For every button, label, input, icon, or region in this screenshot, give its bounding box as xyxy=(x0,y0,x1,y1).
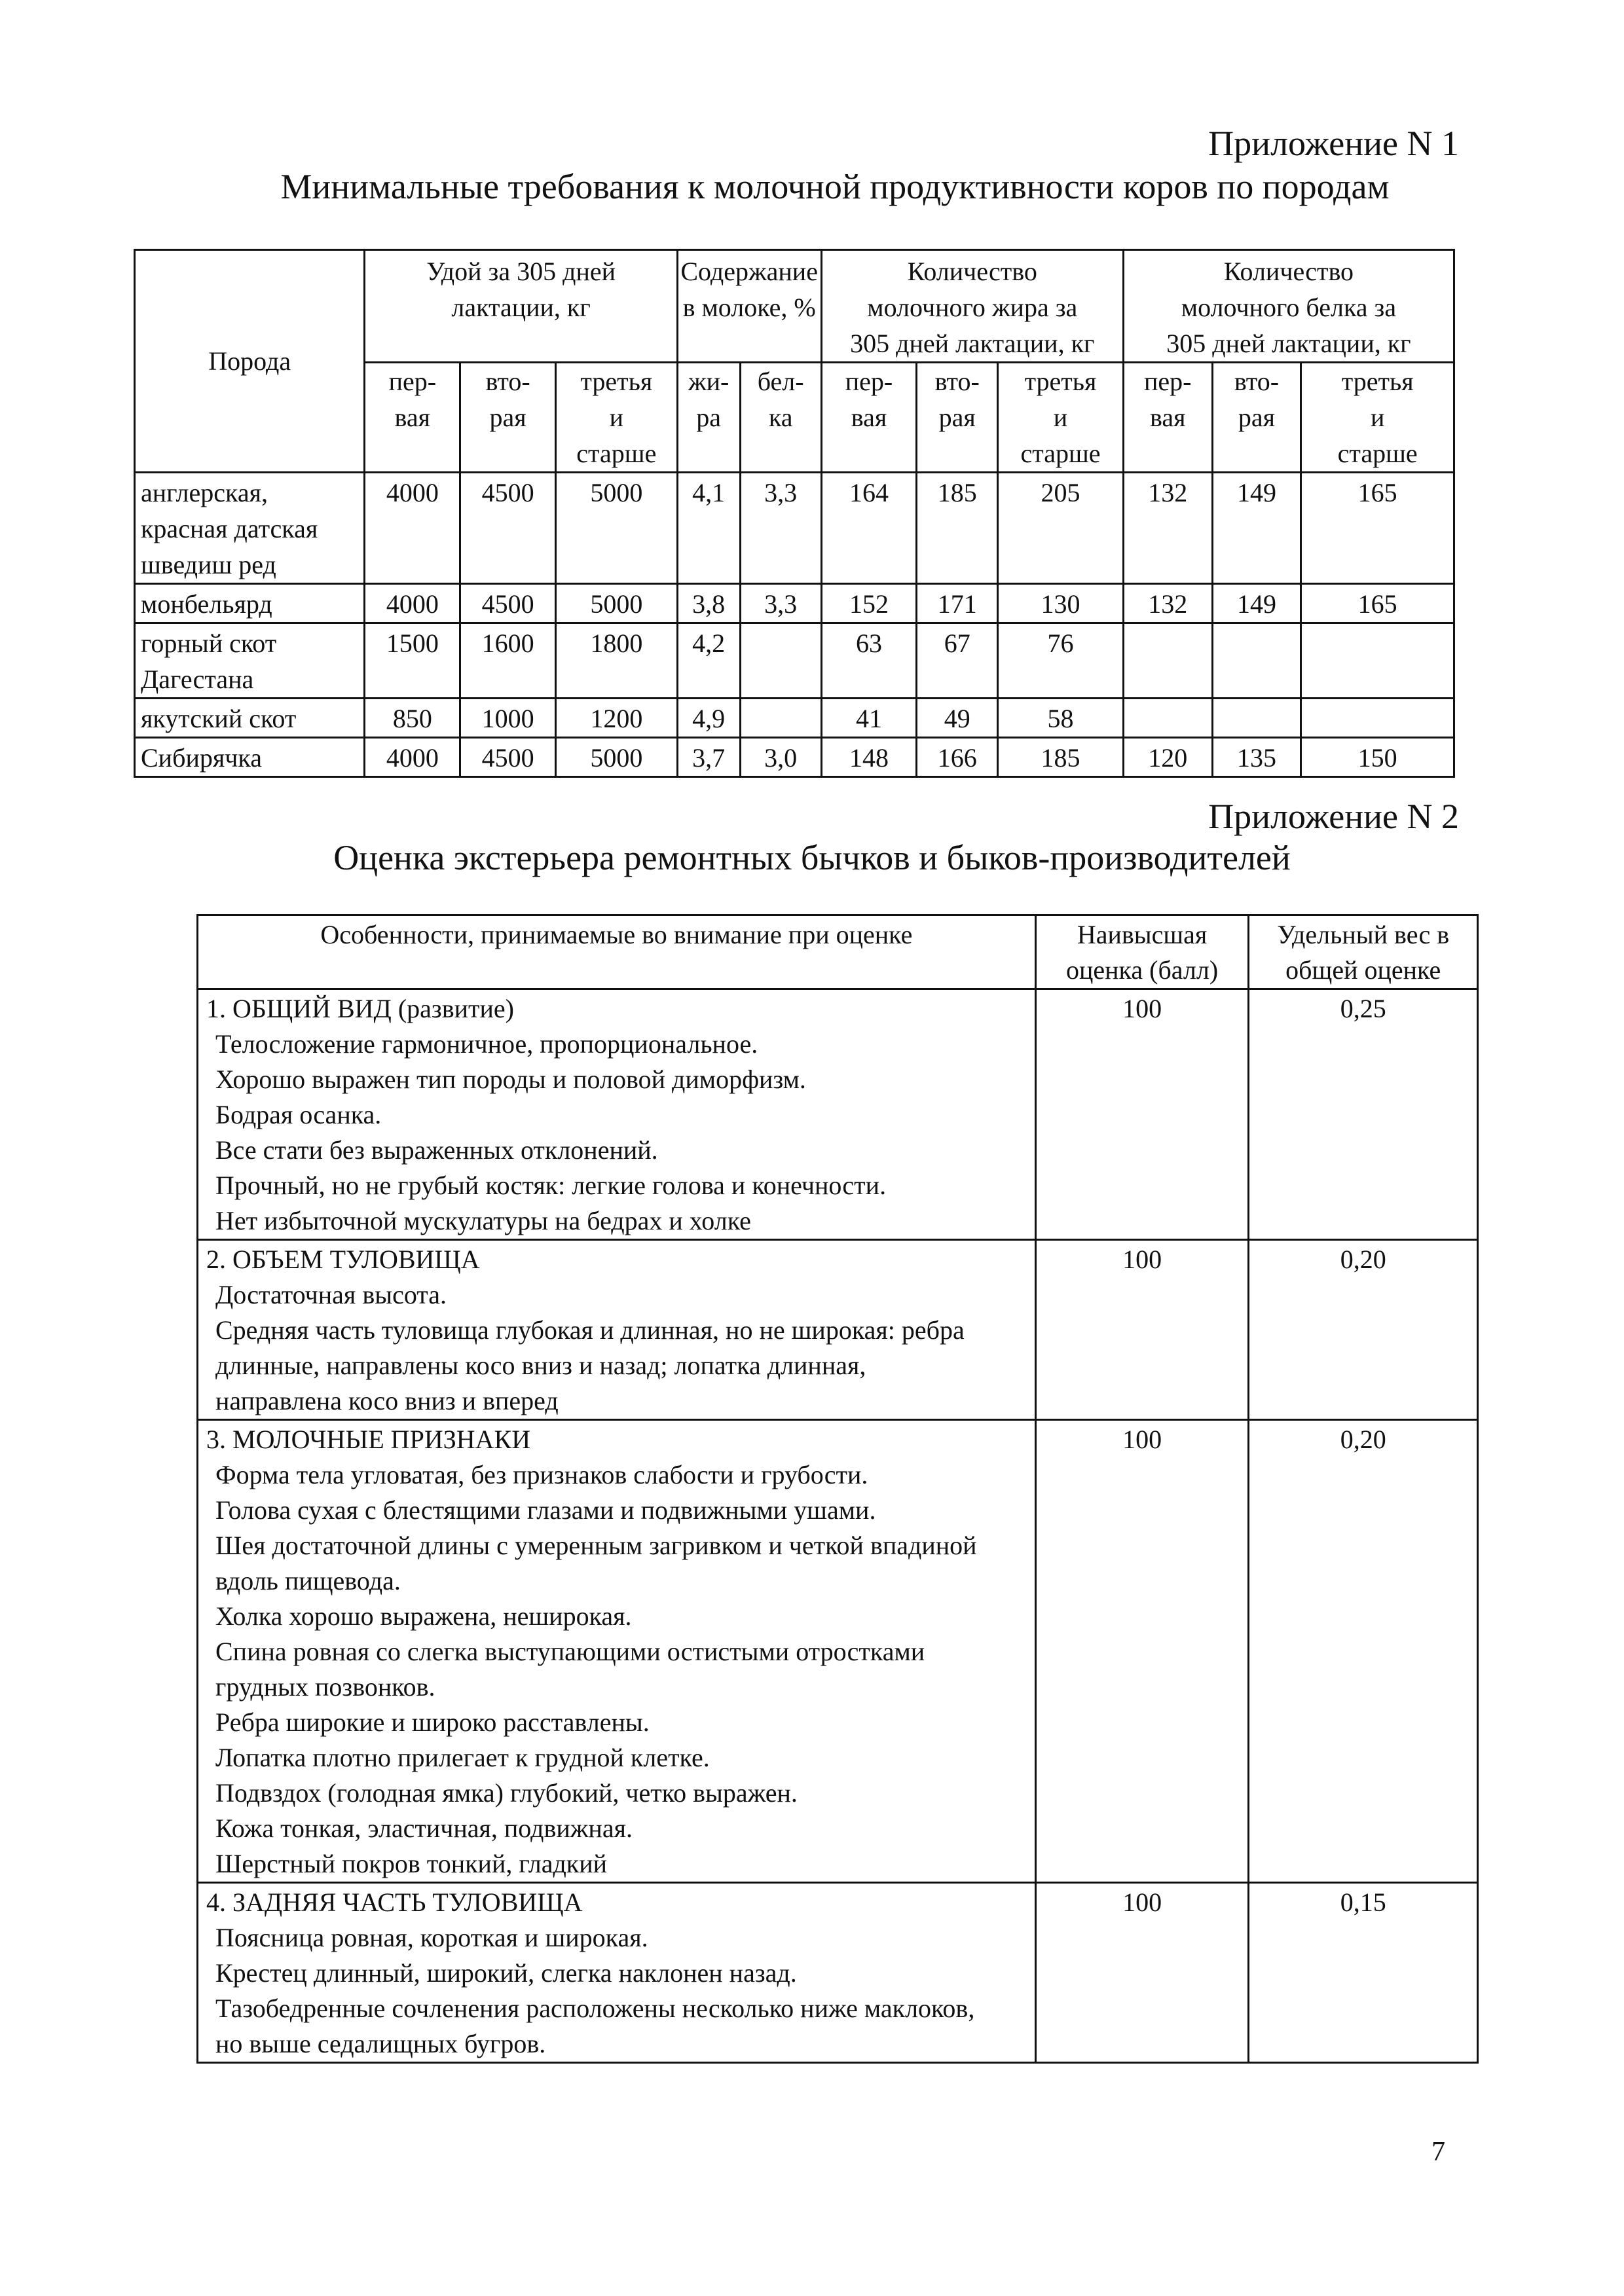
weight-cell: 0,15 xyxy=(1249,1883,1478,2063)
criteria-cell xyxy=(198,1883,1036,2063)
criteria-cell xyxy=(198,989,1036,1240)
subheader-second: вто- рая xyxy=(460,363,556,473)
criteria-line: Телосложение гармоничное, пропорциональное. xyxy=(215,1029,758,1059)
criteria-line: Форма тела угловатая, без признаков слабости и грубости. xyxy=(215,1460,868,1489)
value-cell: 1000 xyxy=(460,699,556,738)
criteria-title: 2. ОБЪЕМ ТУЛОВИЩА xyxy=(206,1245,480,1274)
value-cell: 1200 xyxy=(555,699,677,738)
value-cell: 135 xyxy=(1212,738,1301,777)
milk-yield-header: Удой за 305 дней лактации, кг xyxy=(365,250,677,363)
criteria-row xyxy=(198,1240,1478,1420)
value-cell: 171 xyxy=(917,584,998,623)
value-cell: 165 xyxy=(1301,584,1454,623)
criteria-line: Голова сухая с блестящими глазами и подвижными ушами. xyxy=(215,1495,876,1525)
table-row xyxy=(135,623,1454,699)
subheader-second: вто- рая xyxy=(917,363,998,473)
breed-cell: якутский скот xyxy=(135,699,365,738)
value-cell xyxy=(1123,699,1212,738)
value-cell: 185 xyxy=(998,738,1124,777)
criteria-line: Прочный, но не грубый костяк: легкие голова и конечности. xyxy=(215,1171,887,1200)
criteria-title: 3. МОЛОЧНЫЕ ПРИЗНАКИ xyxy=(206,1425,531,1454)
value-cell: 166 xyxy=(917,738,998,777)
table2-header-row xyxy=(198,915,1478,989)
criteria-line: Крестец длинный, широкий, слегка наклонен назад. xyxy=(215,1958,797,1988)
breed-cell: Сибирячка xyxy=(135,738,365,777)
value-cell: 4,1 xyxy=(677,473,740,584)
subheader-first: пер- вая xyxy=(821,363,917,473)
criteria-line: Подвздох (голодная ямка) глубокий, четко выражен. xyxy=(215,1778,798,1808)
value-cell: 132 xyxy=(1123,584,1212,623)
value-cell: 4,2 xyxy=(677,623,740,699)
value-cell: 5000 xyxy=(555,473,677,584)
value-cell: 130 xyxy=(998,584,1124,623)
value-cell: 3,0 xyxy=(740,738,821,777)
value-cell xyxy=(1301,699,1454,738)
value-cell: 165 xyxy=(1301,473,1454,584)
table-row xyxy=(135,584,1454,623)
value-cell: 1600 xyxy=(460,623,556,699)
criteria-line: Кожа тонкая, эластичная, подвижная. xyxy=(215,1813,633,1843)
weight-header: Удельный вес в общей оценке xyxy=(1249,915,1478,989)
value-cell: 4500 xyxy=(460,584,556,623)
value-cell: 150 xyxy=(1301,738,1454,777)
max-score-cell: 100 xyxy=(1035,989,1249,1240)
breed-cell: монбельярд xyxy=(135,584,365,623)
value-cell: 5000 xyxy=(555,738,677,777)
criteria-line: Средняя часть туловища глубокая и длинная, но не широкая: ребра длинные, направлены косо вниз и назад; лопатка длинная, направлена косо вниз и вперед xyxy=(215,1315,965,1415)
value-cell: 3,3 xyxy=(740,584,821,623)
value-cell: 4000 xyxy=(365,738,460,777)
milk-productivity-table xyxy=(134,249,1455,778)
protein-amount-header: Количество молочного белка за 305 дней лактации, кг xyxy=(1123,250,1454,363)
value-cell: 205 xyxy=(998,473,1124,584)
value-cell: 185 xyxy=(917,473,998,584)
table-row xyxy=(135,699,1454,738)
value-cell: 41 xyxy=(821,699,917,738)
weight-cell: 0,25 xyxy=(1249,989,1478,1240)
criteria-line: Холка хорошо выражена, неширокая. xyxy=(215,1601,632,1631)
criteria-row xyxy=(198,989,1478,1240)
value-cell: 4,9 xyxy=(677,699,740,738)
value-cell: 850 xyxy=(365,699,460,738)
value-cell: 67 xyxy=(917,623,998,699)
fat-amount-header: Количество молочного жира за 305 дней лактации, кг xyxy=(821,250,1123,363)
subheader-fat: жи- ра xyxy=(677,363,740,473)
appendix2-title: Оценка экстерьера ремонтных бычков и быков-производителей xyxy=(333,838,1291,877)
criteria-title: 4. ЗАДНЯЯ ЧАСТЬ ТУЛОВИЩА xyxy=(206,1887,583,1917)
subheader-second: вто- рая xyxy=(1212,363,1301,473)
value-cell: 3,3 xyxy=(740,473,821,584)
value-cell: 3,8 xyxy=(677,584,740,623)
value-cell xyxy=(1301,623,1454,699)
subheader-protein: бел- ка xyxy=(740,363,821,473)
page-number: 7 xyxy=(1431,2137,1445,2167)
criteria-line: Шея достаточной длины с умеренным загривком и четкой впадиной вдоль пищевода. xyxy=(215,1531,977,1595)
criteria-line: Спина ровная со слегка выступающими остистыми отростками грудных позвонков. xyxy=(215,1637,925,1702)
criteria-line: Шерстный покров тонкий, гладкий xyxy=(215,1849,608,1878)
value-cell: 149 xyxy=(1212,584,1301,623)
value-cell: 1800 xyxy=(555,623,677,699)
value-cell: 4500 xyxy=(460,738,556,777)
value-cell: 76 xyxy=(998,623,1124,699)
criteria-line: Хорошо выражен тип породы и половой диморфизм. xyxy=(215,1065,806,1094)
subheader-first: пер- вая xyxy=(1123,363,1212,473)
value-cell: 148 xyxy=(821,738,917,777)
value-cell: 132 xyxy=(1123,473,1212,584)
max-score-cell: 100 xyxy=(1035,1240,1249,1420)
criteria-title: 1. ОБЩИЙ ВИД (развитие) xyxy=(206,994,514,1023)
subheader-third: третья и старше xyxy=(555,363,677,473)
value-cell: 49 xyxy=(917,699,998,738)
value-cell: 120 xyxy=(1123,738,1212,777)
max-score-header: Наивысшая оценка (балл) xyxy=(1035,915,1249,989)
value-cell: 3,7 xyxy=(677,738,740,777)
max-score-cell: 100 xyxy=(1035,1883,1249,2063)
criteria-line: Все стати без выраженных отклонений. xyxy=(215,1135,658,1165)
appendix1-title: Минимальные требования к молочной продуктивности коров по породам xyxy=(280,167,1390,206)
value-cell: 58 xyxy=(998,699,1124,738)
value-cell xyxy=(1123,623,1212,699)
breed-cell: горный скот Дагестана xyxy=(135,623,365,699)
criteria-line: Ребра широкие и широко расставлены. xyxy=(215,1707,650,1737)
table-row xyxy=(135,473,1454,584)
weight-cell: 0,20 xyxy=(1249,1420,1478,1883)
criteria-row xyxy=(198,1420,1478,1883)
value-cell: 4000 xyxy=(365,473,460,584)
value-cell: 1500 xyxy=(365,623,460,699)
value-cell: 63 xyxy=(821,623,917,699)
criteria-header: Особенности, принимаемые во внимание при оценке xyxy=(198,915,1036,989)
table-row xyxy=(135,738,1454,777)
weight-cell: 0,20 xyxy=(1249,1240,1478,1420)
criteria-line: Поясница ровная, короткая и широкая. xyxy=(215,1923,648,1952)
appendix1-label: Приложение N 1 xyxy=(1208,124,1459,163)
value-cell: 152 xyxy=(821,584,917,623)
max-score-cell: 100 xyxy=(1035,1420,1249,1883)
subheader-first: пер- вая xyxy=(365,363,460,473)
criteria-line: Тазобедренные сочленения расположены несколько ниже маклоков, но выше седалищных бугров. xyxy=(215,1994,975,2058)
value-cell: 4000 xyxy=(365,584,460,623)
value-cell xyxy=(740,699,821,738)
breed-cell: англерская, красная датская шведиш ред xyxy=(135,473,365,584)
subheader-third: третья и старше xyxy=(998,363,1124,473)
criteria-line: Достаточная высота. xyxy=(215,1280,447,1309)
value-cell: 164 xyxy=(821,473,917,584)
value-cell: 4500 xyxy=(460,473,556,584)
criteria-line: Бодрая осанка. xyxy=(215,1100,382,1129)
value-cell xyxy=(1212,623,1301,699)
criteria-row xyxy=(198,1883,1478,2063)
content-header: Содержание в молоке, % xyxy=(677,250,821,363)
breed-header: Порода xyxy=(135,250,365,473)
value-cell xyxy=(1212,699,1301,738)
appendix2-label: Приложение N 2 xyxy=(1208,797,1459,836)
criteria-cell xyxy=(198,1420,1036,1883)
value-cell: 5000 xyxy=(555,584,677,623)
exterior-evaluation-table xyxy=(196,914,1479,2064)
table1-header-row-1 xyxy=(135,250,1454,363)
value-cell: 149 xyxy=(1212,473,1301,584)
criteria-line: Нет избыточной мускулатуры на бедрах и холке xyxy=(215,1206,751,1235)
value-cell xyxy=(740,623,821,699)
criteria-cell xyxy=(198,1240,1036,1420)
criteria-line: Лопатка плотно прилегает к грудной клетке. xyxy=(215,1743,710,1772)
subheader-third: третья и старше xyxy=(1301,363,1454,473)
